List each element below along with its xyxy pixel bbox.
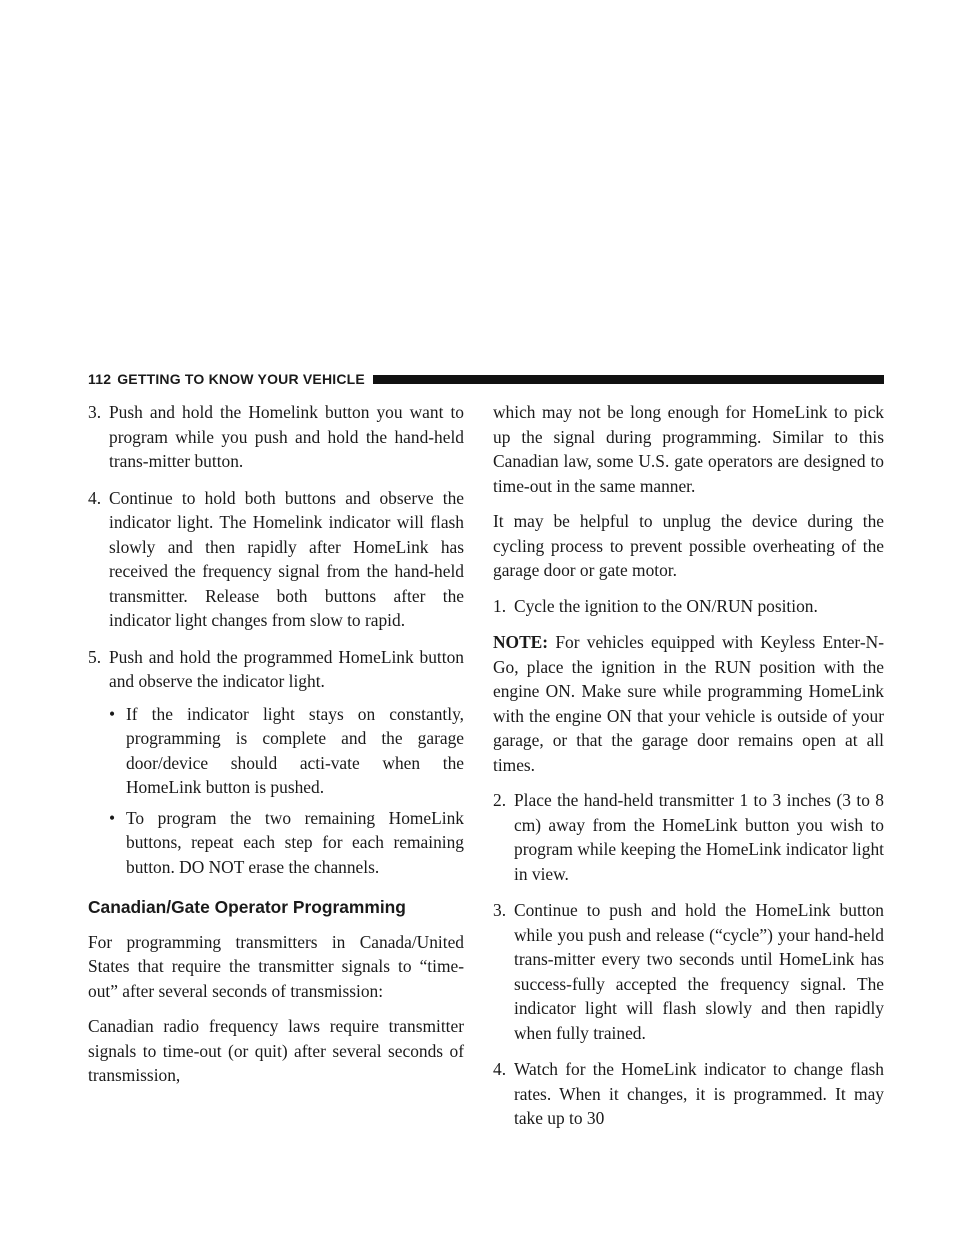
step-number: 3. (493, 900, 507, 920)
right-column (493, 400, 884, 1143)
bullet-icon: • (109, 807, 116, 828)
note (493, 630, 884, 777)
page-header (88, 368, 884, 390)
step-number: 4. (493, 1059, 507, 1079)
bullet-list (109, 702, 464, 880)
step-3 (88, 400, 464, 474)
step-text: Push and hold the Homelink button you want to program while you push and hold the hand-held trans-mitter button. (109, 402, 464, 471)
step-3 (493, 898, 884, 1045)
page-number: 112 (88, 371, 112, 387)
step-text: Cycle the ignition to the ON/RUN position. (514, 595, 818, 616)
step-text: Push and hold the programmed HomeLink button and observe the indicator light. (109, 646, 464, 691)
list-item (109, 806, 464, 880)
paragraph: For programming transmitters in Canada/United States that require the transmitter signals to “time-out” after several seconds of transmission: (88, 931, 464, 1001)
chapter-title: GETTING TO KNOW YOUR VEHICLE (117, 371, 365, 387)
section-heading: Canadian/Gate Operator Programming (88, 897, 406, 917)
step-number: 5. (88, 646, 102, 667)
bullet-text: If the indicator light stays on constantly, programming is complete and the garage door/device should acti-vate when the HomeLink button is pushed. (126, 703, 464, 797)
list-item (109, 702, 464, 800)
note-label: NOTE: (493, 632, 549, 652)
step-text: Place the hand-held transmitter 1 to 3 inches (3 to 8 cm) away from the HomeLink button you wish to program while keeping the HomeLink indicator light in view. (514, 790, 884, 884)
note-text: For vehicles equipped with Keyless Enter-N-Go, place the ignition in the RUN position with the engine ON. Make sure while programming HomeLink with the engine ON that your vehicle is outside of your garage, or that the garage door remains open at all times. (493, 632, 884, 775)
paragraph: It may be helpful to unplug the device during the cycling process to prevent possible overheating of the garage door or gate motor. (493, 511, 884, 580)
bullet-icon: • (109, 703, 116, 724)
step-number: 3. (88, 402, 102, 422)
step-2 (493, 788, 884, 886)
step-text: Continue to push and hold the HomeLink button while you push and release (“cycle”) your hand-held trans-mitter every two seconds until HomeLink has success-fully accepted the frequency signal. The indicator light will flash slowly and then rapidly when fully trained. (514, 900, 884, 1043)
paragraph: which may not be long enough for HomeLink to pick up the signal during programming. Similar to this Canadian law, some U.S. gate operators are designed to time-out in the same manner. (493, 402, 884, 496)
step-1 (493, 594, 884, 619)
step-number: 4. (88, 487, 102, 508)
left-column (88, 400, 464, 1099)
paragraph: Canadian radio frequency laws require transmitter signals to time-out (or quit) after several seconds of transmission, (88, 1016, 464, 1085)
header-rule (373, 375, 884, 384)
step-number: 1. (493, 595, 507, 616)
bullet-text: To program the two remaining HomeLink buttons, repeat each step for each remaining button. DO NOT erase the channels. (126, 807, 464, 877)
step-5 (88, 645, 464, 694)
step-text: Continue to hold both buttons and observe the indicator light. The Homelink indicator will flash slowly and then rapidly after HomeLink has received the frequency signal from the hand-held transmitter. Release both buttons after the indicator light changes from slow to rapid. (109, 487, 464, 630)
step-text: Watch for the HomeLink indicator to change flash rates. When it changes, it is programmed. It may take up to 30 (514, 1059, 884, 1128)
step-4 (493, 1057, 884, 1131)
step-4 (88, 486, 464, 633)
step-number: 2. (493, 790, 507, 810)
